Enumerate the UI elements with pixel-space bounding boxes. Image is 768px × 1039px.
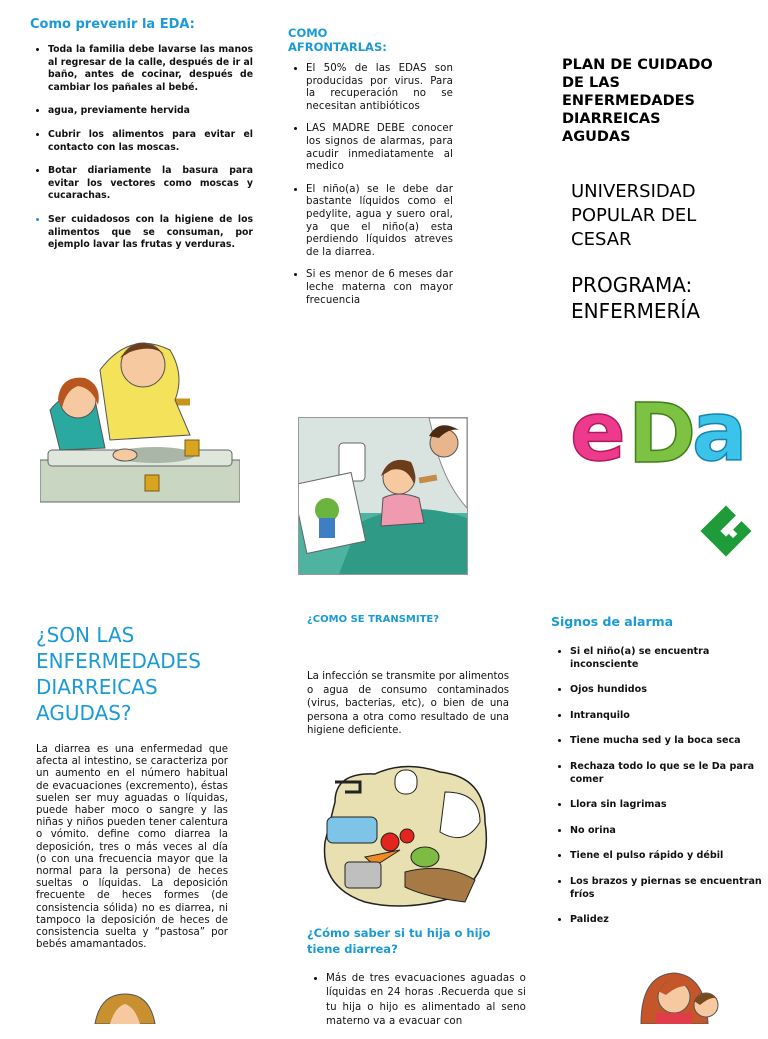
plan-title: PLAN DE CUIDADO DE LAS ENFERMEDADES DIARREICAS AGUDAS (562, 57, 713, 145)
list-item: • Los brazos y piernas se encuentran fríos (570, 876, 768, 901)
list-item: • Si es menor de 6 meses dar leche materna con mayor frecuencia (306, 269, 453, 307)
alarm-title: Signos de alarma (551, 614, 674, 629)
list-item: • No orina (570, 825, 768, 838)
diagnosis-title: ¿Cómo saber si tu hija o hijo tiene diarrea? (307, 926, 491, 956)
list-item: • Toda la familia debe lavarse las manos al regresar de la calle, después de ir al baño, antes de cocinar, después de cambiar los pañales al bebé. (48, 44, 253, 94)
list-item: • Ser cuidadosos con la higiene de los alimentos que se consuman, por ejemplo lavar las frutas y verduras. (48, 214, 253, 252)
university-name: UNIVERSIDAD POPULAR DEL CESAR (571, 181, 697, 250)
list-item: • Rechaza todo lo que se le Da para comer (570, 761, 768, 786)
eda-logo (570, 380, 755, 475)
mother-child-illustration (636, 965, 728, 1024)
university-emblem-icon (700, 505, 752, 557)
list-item: • LAS MADRE DEBE conocer los signos de alarmas, para acudir inmediatamente al medico (306, 123, 453, 173)
diagnosis-list (308, 972, 526, 1039)
list-item: • Intranquilo (570, 710, 768, 723)
list-item: • agua, previamente hervida (48, 105, 253, 118)
list-item: • Botar diariamente la basura para evitar los vectores como moscas y cucarachas. (48, 165, 253, 203)
list-item: • Si el niño(a) se encuentra inconsciente (570, 646, 768, 671)
transmission-body: La infección se transmite por alimentos o agua de consumo contaminados (virus, bacterias, etc), o bien de una persona a otra como resultado de una higiene deficiente. (307, 671, 509, 737)
eda-logo-letter-e: e (570, 385, 626, 475)
list-item: • Más de tres evacuaciones aguadas o líquidas en 24 horas .Recuerda que si tu hija o hijo es alimentado al seno materno va a evacuar con (326, 972, 526, 1029)
eda-logo-letter-d: D (628, 387, 697, 475)
list-item: • El niño(a) se le debe dar bastante líquidos como el pedylite, agua y suero oral, ya que el niño(a) esta perdiendo líquidos atreves de la diarrea. (306, 184, 453, 260)
program-name: PROGRAMA: ENFERMERÍA (571, 273, 701, 323)
what-is-body: La diarrea es una enfermedad que afecta al intestino, se caracteriza por un aumento en el número habitual de evacuaciones (excremento), éstas suelen ser muy aguadas o líquidas, puede haber moco o sangre y las niñas y niños pueden tener calentura o vómito. define como diarrea la deposición, tres o más veces al día (o con una frecuencia mayor que la normal para la persona) de heces sueltas o líquidas. La deposición frecuente de heces formes (de consistencia sólida) no es diarrea, ni tampoco la deposición de heces de consistencia suelta y “pastosa” por bebés amamantados. (36, 744, 228, 951)
confront-title: COMO AFRONTARLAS: (288, 26, 387, 54)
prevention-list (30, 44, 253, 263)
list-item: • Tiene el pulso rápido y débil (570, 850, 768, 863)
list-item: • Palidez (570, 914, 768, 927)
alarm-list (552, 646, 768, 940)
child-figure-illustration (90, 992, 160, 1024)
list-item: • Cubrir los alimentos para evitar el contacto con las moscas. (48, 129, 253, 154)
list-item: • Llora sin lagrimas (570, 799, 768, 812)
sick-child-illustration (298, 417, 468, 575)
what-is-title: ¿SON LAS ENFERMEDADES DIARREICAS AGUDAS? (36, 623, 201, 725)
list-item: • El 50% de las EDAS son producidas por virus. Para la recuperación no se necesitan antibióticos (306, 63, 453, 113)
list-item: • Ojos hundidos (570, 684, 768, 697)
eda-logo-letter-a: a (692, 385, 748, 475)
prevention-title: Como prevenir la EDA: (30, 17, 195, 32)
contamination-illustration (315, 762, 495, 912)
handwashing-illustration (40, 330, 240, 505)
transmission-title: ¿COMO SE TRANSMITE? (307, 614, 440, 625)
list-item: • Tiene mucha sed y la boca seca (570, 735, 768, 748)
confront-list (288, 63, 453, 317)
